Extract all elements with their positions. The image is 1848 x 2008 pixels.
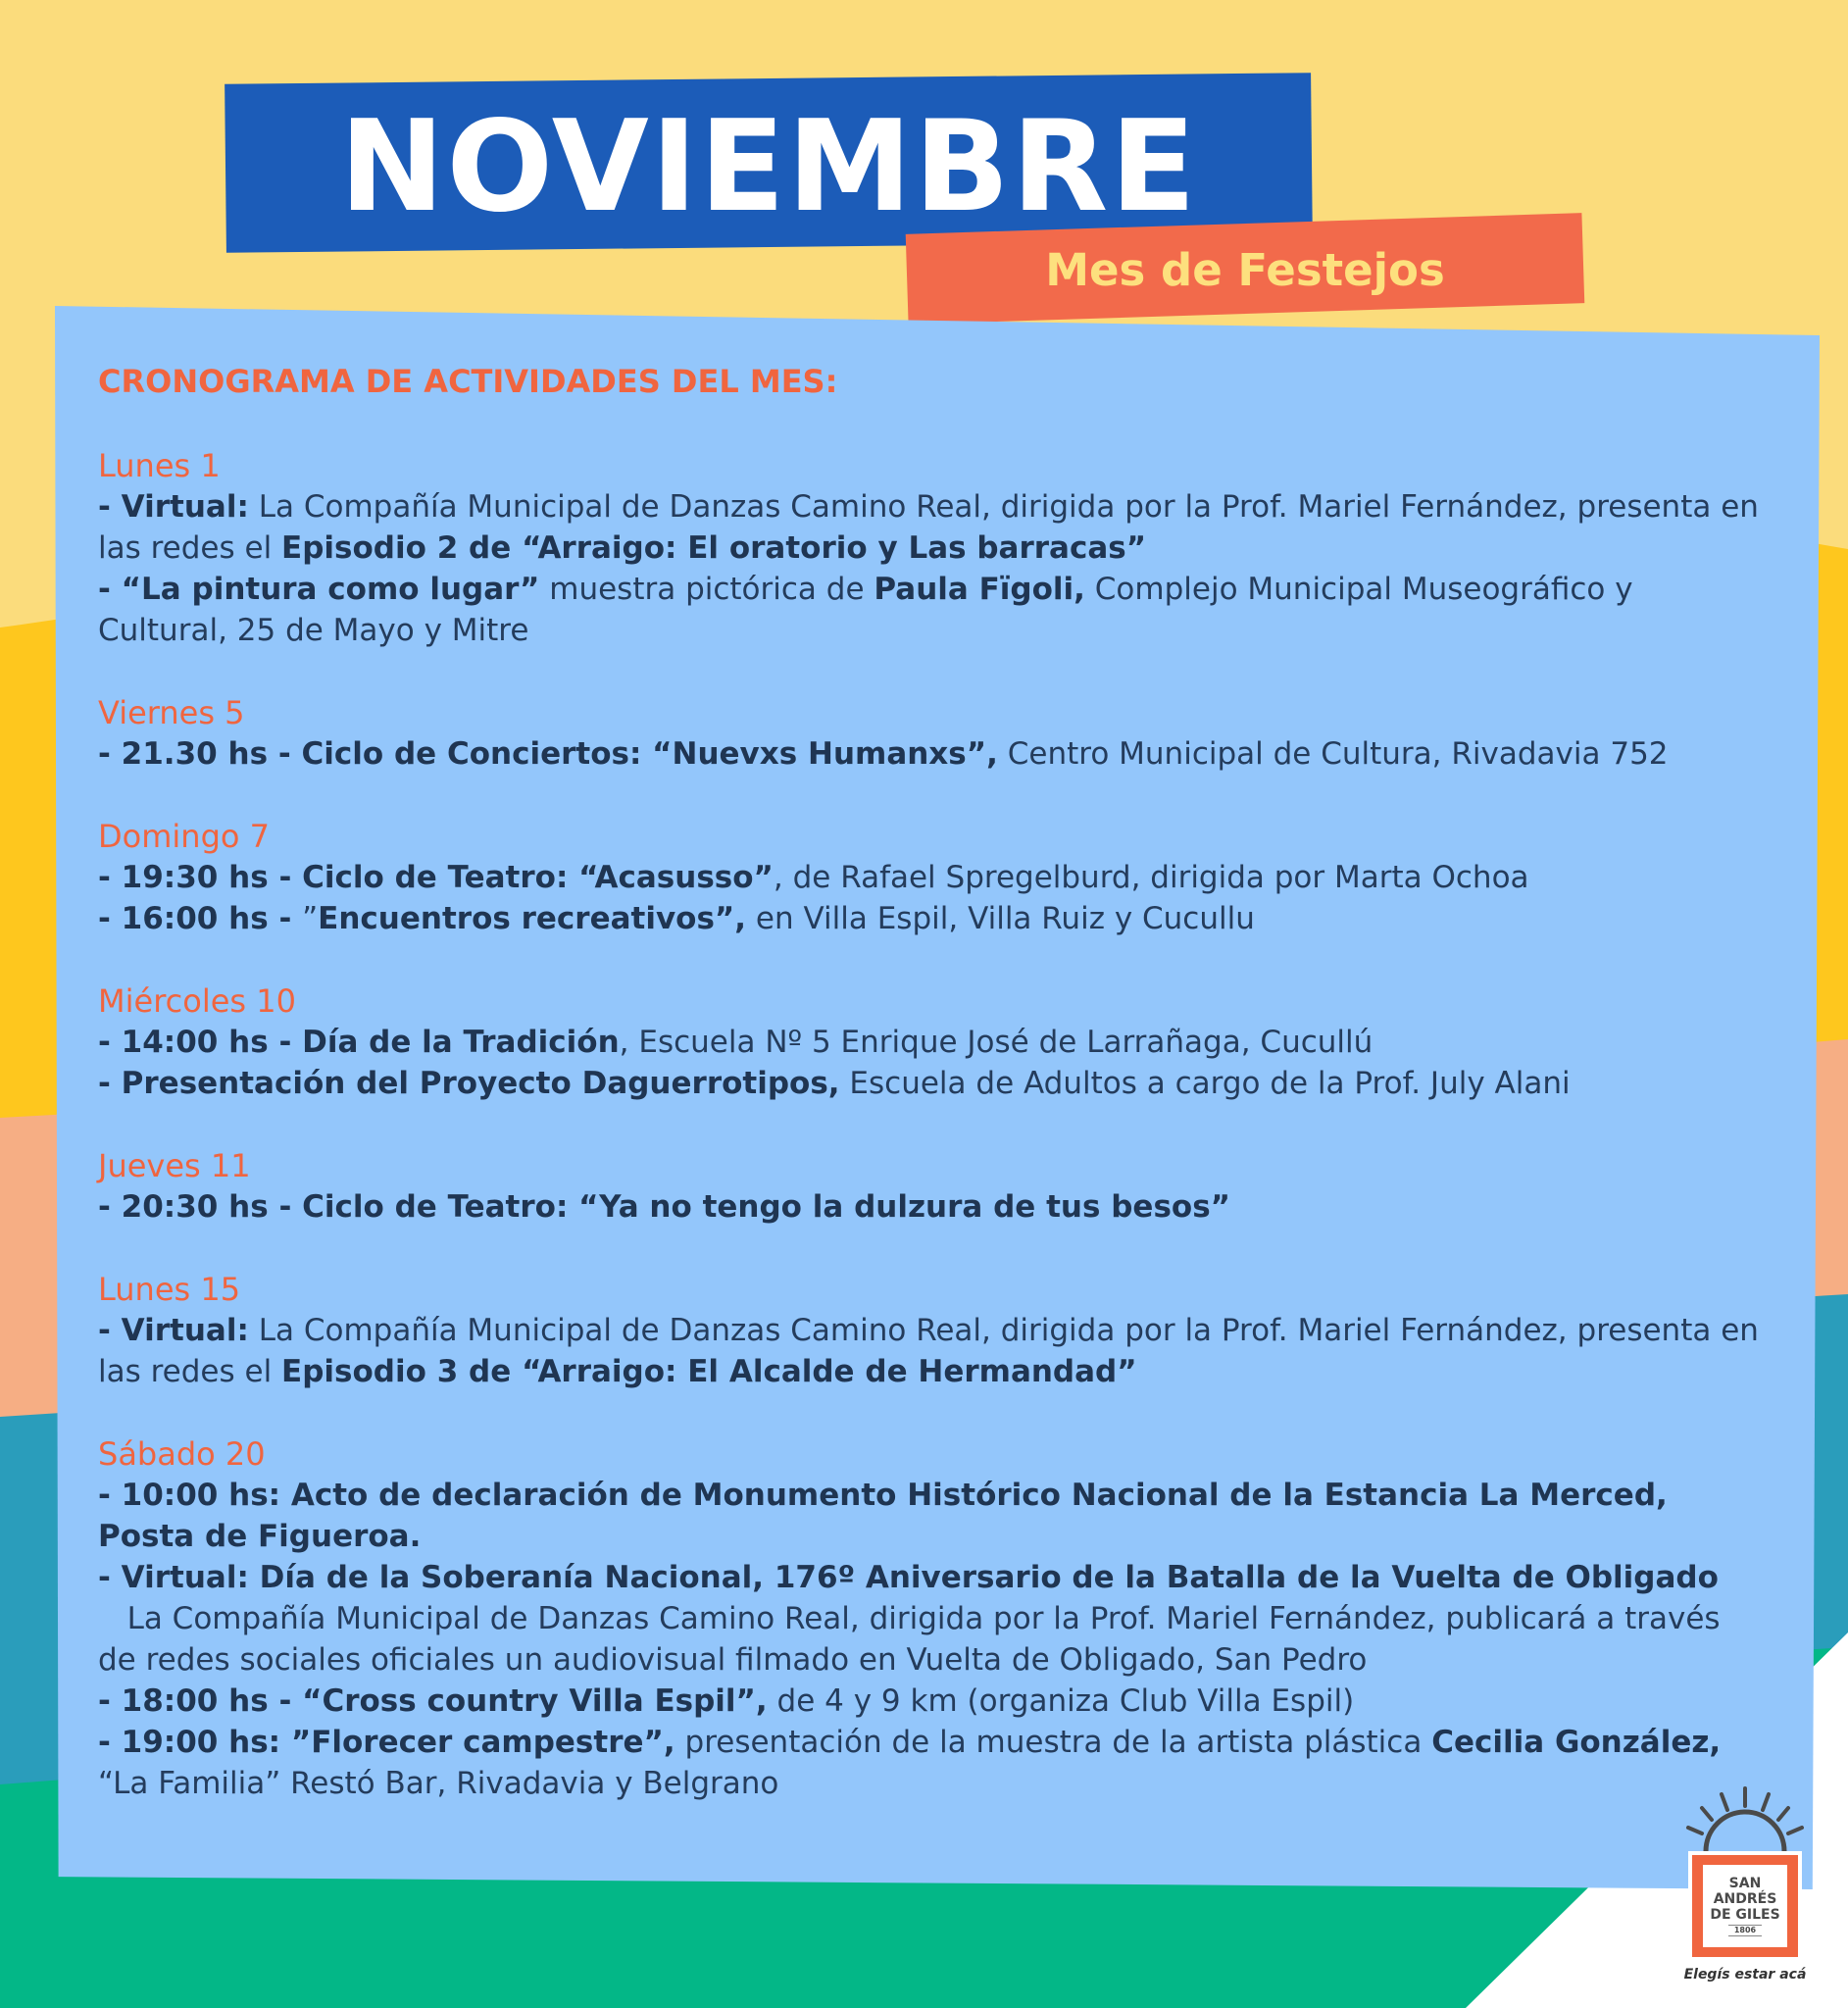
activity-line [98, 486, 1765, 569]
schedule-day [98, 1433, 1765, 1804]
activity-highlight: - 14:00 hs - Día de la Tradición [98, 1025, 620, 1060]
activity-highlight: - 19:00 hs: ”Florecer campestre”, [98, 1725, 675, 1760]
schedule-content [98, 361, 1765, 1845]
activity-text: , Escuela Nº 5 Enrique José de Larrañaga, Cucullú [619, 1025, 1374, 1060]
activity-highlight: Cecilia González, [1431, 1725, 1722, 1760]
activity-highlight: - 19:30 hs - Ciclo de Teatro: “Acasusso” [98, 860, 774, 895]
schedule-day [98, 980, 1765, 1104]
activity-text: presentación de la muestra de la artista plástica [674, 1725, 1432, 1760]
activity-line [98, 1022, 1765, 1063]
activity-line [98, 857, 1765, 898]
activity-highlight: - 21.30 hs - Ciclo de Conciertos: “Nuevxs Humanxs”, [98, 736, 998, 772]
activity-text: “La Familia” Restó Bar, Rivadavia y Belgrano [98, 1766, 779, 1801]
activity-highlight: - 10:00 hs: Acto de declaración de Monumento Histórico Nacional de la Estancia La Merced, Posta de Figueroa. [98, 1478, 1668, 1554]
activity-text: La Compañía Municipal de Danzas Camino Real, dirigida por la Prof. Mariel Fernández, publicará a través de redes sociales oficiales un audiovisual filmado en Vuelta de Obligado, San Pedro [98, 1601, 1730, 1678]
logo-line-3: DE GILES [1710, 1907, 1780, 1923]
activity-text: , de Rafael Spregelburd, dirigida por Marta Ochoa [773, 860, 1529, 895]
activity-highlight: Episodio 3 de “Arraigo: El Alcalde de Hermandad” [281, 1354, 1137, 1389]
day-name: Sábado 20 [98, 1435, 266, 1473]
schedule-day [98, 445, 1765, 651]
activity-highlight: Paula Fïgoli, [874, 572, 1085, 607]
activity-highlight: - “La pintura como lugar” [98, 572, 540, 607]
activity-line [98, 733, 1765, 775]
activity-text: en Villa Espil, Villa Ruiz y Cucullu [746, 901, 1255, 936]
activity-highlight: - 20:30 hs - Ciclo de Teatro: “Ya no tengo la dulzura de tus besos” [98, 1189, 1231, 1225]
activity-line [98, 1722, 1765, 1804]
activity-highlight: - 16:00 hs - [98, 901, 303, 936]
activity-line [98, 898, 1765, 939]
logo-text [1703, 1865, 1787, 1947]
schedule-days [98, 445, 1765, 1804]
activity-line [98, 1598, 1765, 1681]
activity-text: Centro Municipal de Cultura, Rivadavia 752 [997, 736, 1669, 772]
activity-line [98, 569, 1765, 651]
activity-line [98, 1681, 1765, 1722]
activity-highlight: - 18:00 hs - “Cross country Villa Espil”, [98, 1683, 768, 1719]
schedule-heading: CRONOGRAMA DE ACTIVIDADES DEL MES: [98, 363, 838, 400]
schedule-day [98, 1145, 1765, 1228]
activity-highlight: - Presentación del Proyecto Daguerrotipos, [98, 1066, 840, 1101]
activity-highlight: Encuentros recreativos”, [318, 901, 747, 936]
schedule-day [98, 816, 1765, 939]
page-title: NOVIEMBRE [339, 94, 1198, 240]
activity-line [98, 1186, 1765, 1228]
sun-icon [1667, 1784, 1823, 1853]
logo-badge [1688, 1851, 1802, 1961]
logo-line-2: ANDRÉS [1713, 1891, 1777, 1907]
activity-text: La Compañía Municipal de Danzas Camino Real, dirigida por la Prof. Mariel Fernández, presenta en las redes el [98, 1313, 1759, 1389]
municipality-logo [1667, 1784, 1823, 2000]
activity-highlight: - Virtual: Día de la Soberanía Nacional, 176º Aniversario de la Batalla de la Vuelta de Obligado [98, 1560, 1719, 1595]
schedule-day [98, 692, 1765, 775]
activity-text: ” [302, 901, 319, 936]
day-name: Miércoles 10 [98, 982, 296, 1020]
logo-line-1: SAN [1728, 1876, 1762, 1891]
activity-text: de 4 y 9 km (organiza Club Villa Espil) [767, 1683, 1355, 1719]
activity-text: muestra pictórica de [539, 572, 874, 607]
activity-line [98, 1063, 1765, 1104]
day-name: Domingo 7 [98, 818, 270, 855]
activity-highlight: - Virtual: [98, 489, 249, 525]
activity-text: Complejo Municipal Museográfico y Cultural, 25 de Mayo y Mitre [98, 572, 1633, 648]
day-name: Jueves 11 [98, 1147, 251, 1184]
activity-line [98, 1557, 1765, 1598]
page-subtitle: Mes de Festejos [1045, 244, 1445, 296]
day-name: Viernes 5 [98, 694, 245, 731]
day-name: Lunes 15 [98, 1271, 241, 1308]
activity-text: Escuela de Adultos a cargo de la Prof. July Alani [839, 1066, 1571, 1101]
activity-highlight: - Virtual: [98, 1313, 249, 1348]
logo-year: 1806 [1728, 1925, 1762, 1936]
activity-line [98, 1310, 1765, 1392]
activity-highlight: Episodio 2 de “Arraigo: El oratorio y Las barracas” [281, 530, 1147, 566]
logo-slogan: Elegís estar acá [1683, 1967, 1807, 1983]
activity-text: La Compañía Municipal de Danzas Camino Real, dirigida por la Prof. Mariel Fernández, presenta en las redes el [98, 489, 1759, 566]
activity-line [98, 1475, 1765, 1557]
day-name: Lunes 1 [98, 447, 221, 484]
schedule-day [98, 1269, 1765, 1392]
